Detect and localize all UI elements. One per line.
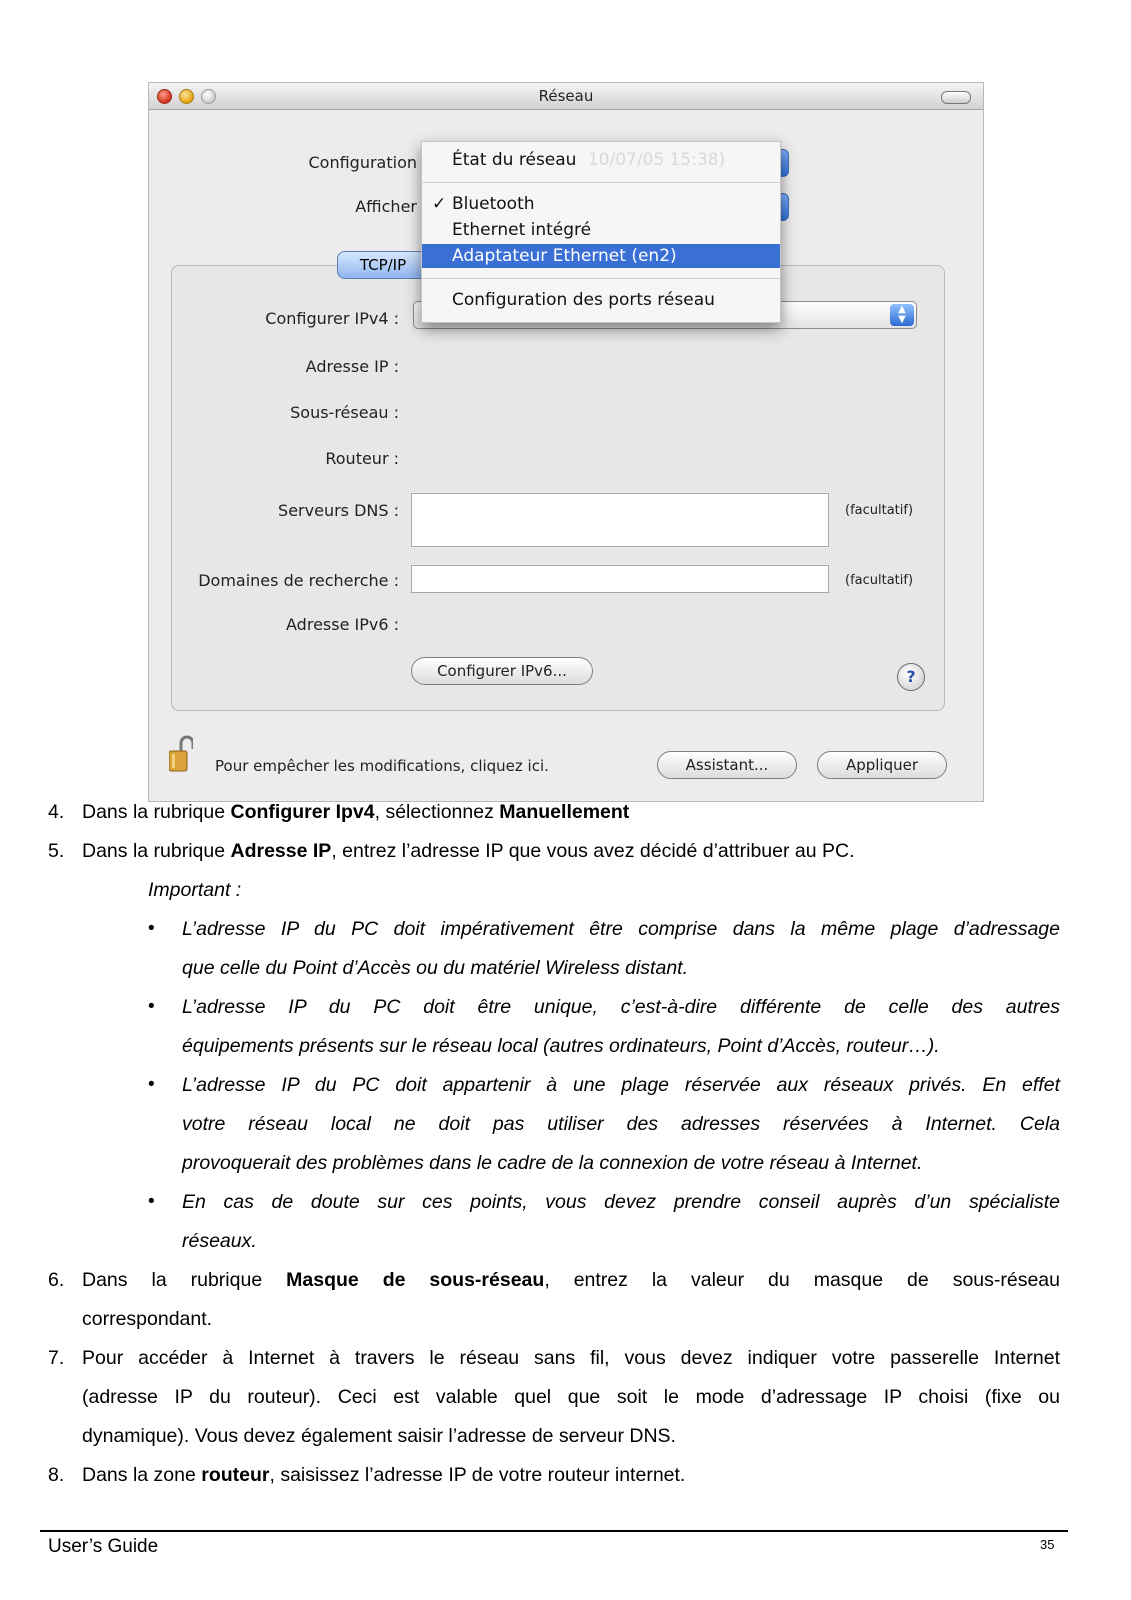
appliquer-button[interactable]: Appliquer xyxy=(817,751,947,779)
afficher-dropdown-menu xyxy=(421,141,781,323)
menu-item-ghost-text: 10/07/05 15:38) xyxy=(587,150,726,170)
item-8-text: Dans la zone routeur, saisissez l’adresse IP de votre routeur internet. xyxy=(82,1464,686,1486)
item-7-line-2: (adresse IP du routeur). Ceci est valable quel que soit le mode d’adressage IP choisi (fixe ou xyxy=(82,1386,1060,1408)
configuration-label: Configuration xyxy=(308,153,417,172)
bullet-3-line-3: provoquerait des problèmes dans le cadre de la connexion de votre réseau à Internet. xyxy=(182,1152,923,1174)
serveurs-dns-label: Serveurs DNS : xyxy=(278,501,399,520)
item-6-line-2: correspondant. xyxy=(82,1308,213,1330)
adresse-ipv6-label: Adresse IPv6 : xyxy=(286,615,399,634)
bullet-icon: • xyxy=(148,1191,155,1212)
domaines-field[interactable] xyxy=(411,565,829,593)
bullet-1-line-2: que celle du Point d’Accès ou du matériel Wireless distant. xyxy=(182,957,689,979)
adresse-ip-label: Adresse IP : xyxy=(305,357,399,376)
footer-guide-title: User’s Guide xyxy=(48,1536,159,1557)
menu-item-adaptateur-ethernet[interactable]: Adaptateur Ethernet (en2) xyxy=(422,244,780,268)
afficher-label: Afficher xyxy=(355,197,417,216)
bullet-icon: • xyxy=(148,1074,155,1095)
configurer-ipv4-label: Configurer IPv4 : xyxy=(265,309,399,328)
tab-tcpip[interactable]: TCP/IP xyxy=(337,251,429,279)
bullet-1-line-1: L’adresse IP du PC doit impérativement être comprise dans la même plage d’adressage xyxy=(182,918,1060,940)
menu-item-configuration-ports[interactable]: Configuration des ports réseau xyxy=(452,290,715,310)
menu-separator xyxy=(422,278,780,279)
bullet-icon: • xyxy=(148,996,155,1017)
window-title: Réseau xyxy=(538,87,594,105)
item-4-number: 4. xyxy=(48,801,65,823)
bullet-2-line-1: L’adresse IP du PC doit être unique, c’est-à-dire différente de celle des autres xyxy=(182,996,1060,1018)
assistant-button[interactable]: Assistant... xyxy=(657,751,797,779)
item-7-line-3: dynamique). Vous devez également saisir l’adresse de serveur DNS. xyxy=(82,1425,676,1447)
lock-icon[interactable] xyxy=(169,735,193,773)
bullet-4-line-2: réseaux. xyxy=(182,1230,257,1252)
item-7-number: 7. xyxy=(48,1347,65,1369)
checkmark-icon: ✓ xyxy=(432,194,447,214)
help-icon[interactable]: ? xyxy=(897,663,925,691)
bullet-icon: • xyxy=(148,918,155,939)
menu-item-bluetooth[interactable]: ✓ Bluetooth xyxy=(432,194,535,214)
item-6-number: 6. xyxy=(48,1269,65,1291)
domaines-facultatif-label: (facultatif) xyxy=(845,573,914,588)
configurer-ipv6-button[interactable]: Configurer IPv6... xyxy=(411,657,593,685)
item-5-number: 5. xyxy=(48,840,65,862)
lock-message[interactable]: Pour empêcher les modifications, cliquez ici. xyxy=(215,757,549,775)
bullet-2-line-2: équipements présents sur le réseau local (autres ordinateurs, Point d’Accès, routeur…). xyxy=(182,1035,940,1057)
title-bar[interactable] xyxy=(149,83,983,110)
sous-reseau-label: Sous-réseau : xyxy=(290,403,399,422)
bullet-3-line-2: votre réseau local ne doit pas utiliser des adresses réservées à Internet. Cela xyxy=(182,1113,1060,1135)
dns-facultatif-label: (facultatif) xyxy=(845,503,914,518)
toolbar-toggle-button[interactable] xyxy=(941,91,971,104)
serveurs-dns-field[interactable] xyxy=(411,493,829,547)
item-7-line-1: Pour accéder à Internet à travers le réseau sans fil, vous devez indiquer votre passerelle Internet xyxy=(82,1347,1060,1369)
bullet-3-line-1: L’adresse IP du PC doit appartenir à une plage réservée aux réseaux privés. En effet xyxy=(182,1074,1060,1096)
bullet-4-line-1: En cas de doute sur ces points, vous devez prendre conseil auprès d’un spécialiste xyxy=(182,1191,1060,1213)
footer-rule xyxy=(40,1530,1068,1532)
page-number: 35 xyxy=(1040,1537,1055,1552)
menu-item-ethernet-integre[interactable]: Ethernet intégré xyxy=(452,220,592,240)
domaines-label: Domaines de recherche : xyxy=(198,571,399,590)
network-preferences-window xyxy=(148,82,984,802)
menu-item-etat-reseau[interactable]: État du réseau 10/07/05 15:38) xyxy=(452,150,726,170)
item-5-text: Dans la rubrique Adresse IP, entrez l’adresse IP que vous avez décidé d’attribuer au PC. xyxy=(82,840,855,862)
item-8-number: 8. xyxy=(48,1464,65,1486)
menu-separator xyxy=(422,182,780,183)
popup-arrows-icon: ▲ ▼ xyxy=(890,304,914,326)
item-6-line-1: Dans la rubrique Masque de sous-réseau, entrez la valeur du masque de sous-réseau xyxy=(82,1269,1060,1291)
tcpip-panel xyxy=(171,265,945,711)
item-4-text: Dans la rubrique Configurer Ipv4, sélectionnez Manuellement xyxy=(82,801,630,823)
routeur-label: Routeur : xyxy=(325,449,399,468)
important-heading: Important : xyxy=(148,879,242,901)
